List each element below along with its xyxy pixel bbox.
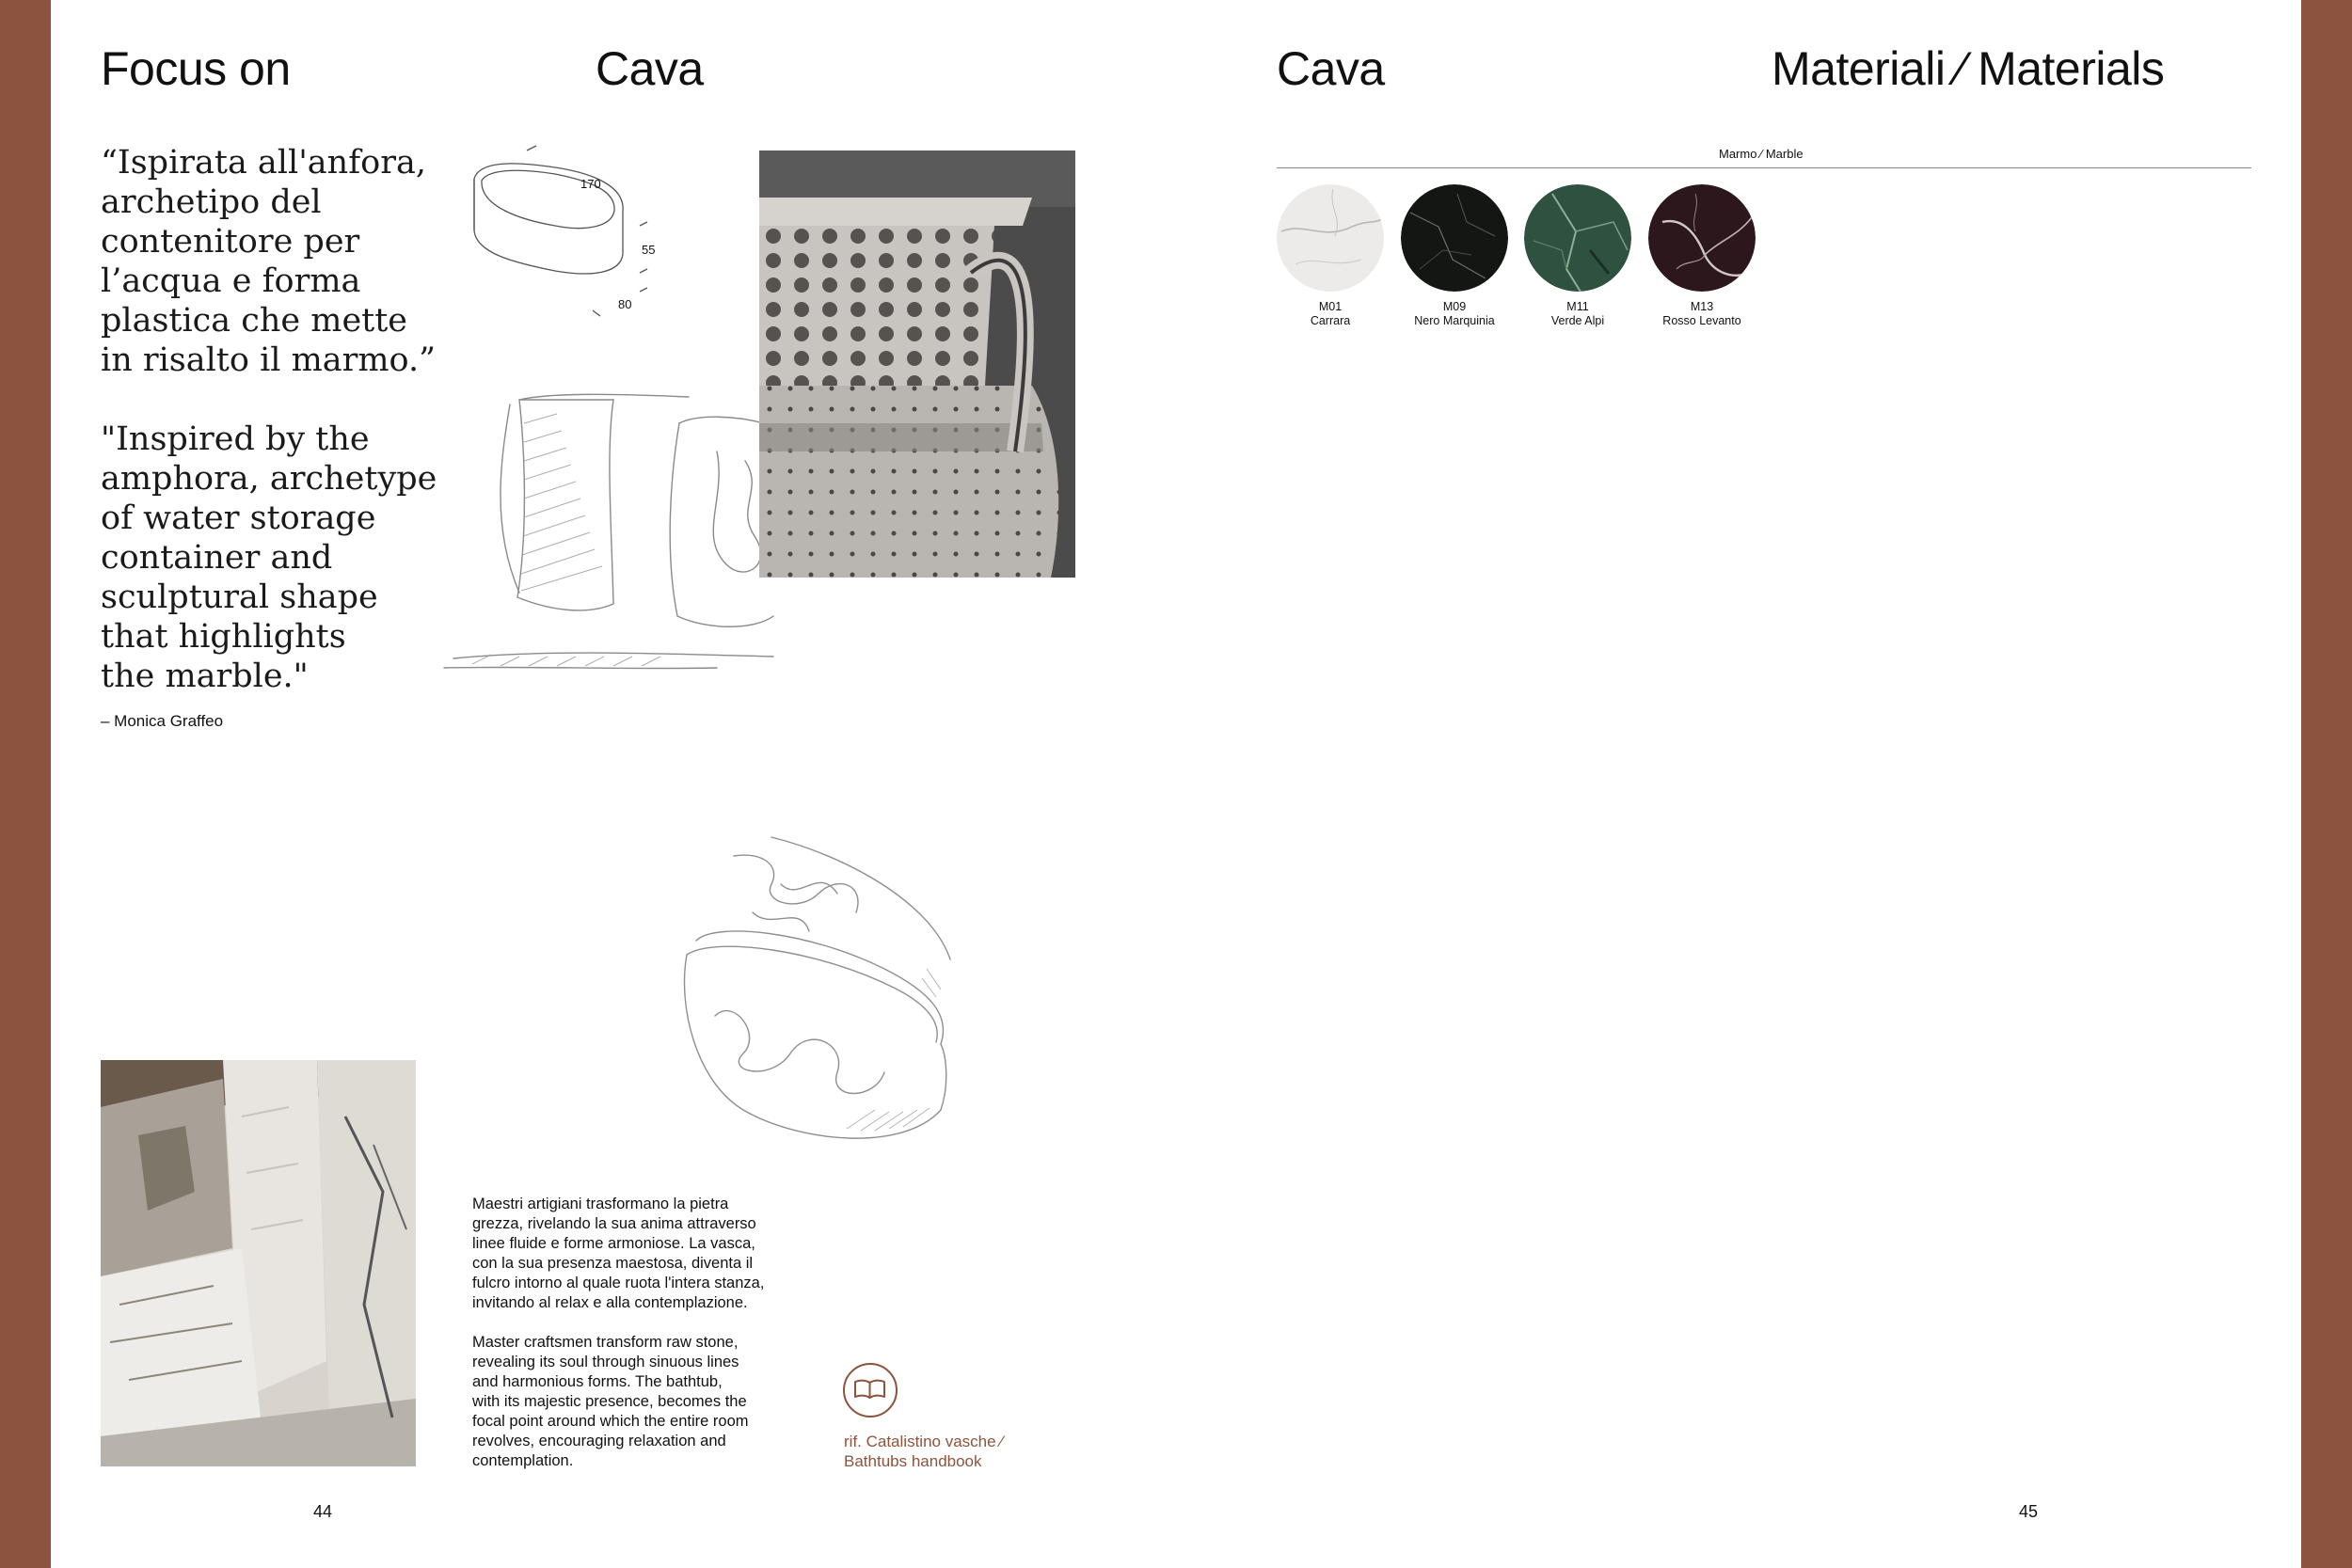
heading-cava-right: Cava xyxy=(1277,42,1385,95)
amphora-photo xyxy=(759,150,1075,578)
right-page-border xyxy=(2301,0,2352,1568)
materials-divider xyxy=(1277,167,2251,168)
marble-disc-carrara xyxy=(1277,184,1384,292)
dimension-width: 80 xyxy=(618,297,632,311)
swatch-code: M09 xyxy=(1442,300,1467,313)
page-number-right: 45 xyxy=(2019,1502,2039,1521)
heading-cava-left: Cava xyxy=(596,42,704,95)
swatch-m11-verde-alpi[interactable] xyxy=(1524,184,1631,328)
marble-quarry-photo xyxy=(101,1060,416,1466)
dimension-height: 55 xyxy=(642,243,656,257)
dimension-length: 170 xyxy=(580,177,601,191)
swatch-code: M13 xyxy=(1690,300,1714,313)
swatch-name: Rosso Levanto xyxy=(1662,314,1741,327)
swatch-m09-nero-marquinia[interactable] xyxy=(1401,184,1508,328)
body-text-italian: Maestri artigiani trasformano la pietra grezza, rivelando la sua anima attraverso linee fluide e forme armoniose. La vasca, con la sua presenza maestosa, diventa il fulcro intorno al quale ruota l'intera stanza, invitando al relax e alla contemplazione. xyxy=(472,1196,765,1311)
marble-disc-rosso-levanto xyxy=(1648,184,1756,292)
catalogue-reference-link[interactable]: rif. Catalistino vasche ⁄ Bathtubs handbook xyxy=(844,1433,1004,1470)
heading-materials: Materiali ⁄ Materials xyxy=(1772,42,2165,95)
body-text-english: Master craftsmen transform raw stone, revealing its soul through sinuous lines and harmonious forms. The bathtub, with its majestic presence, becomes the focal point around which the entire room revolves, encouraging relaxation and contemplation. xyxy=(472,1334,749,1469)
marble-disc-verde-alpi xyxy=(1524,184,1631,292)
swatch-name: Nero Marquinia xyxy=(1414,314,1495,327)
page-number-left: 44 xyxy=(313,1502,333,1521)
bathtub-dimension-drawing xyxy=(461,141,677,329)
swatch-name: Verde Alpi xyxy=(1550,314,1605,327)
swatch-m13-rosso-levanto[interactable] xyxy=(1648,184,1756,328)
marble-disc-nero-marquinia xyxy=(1401,184,1508,292)
swatch-code: M11 xyxy=(1566,300,1589,313)
pencil-sketch-bathtub-detail xyxy=(659,828,1007,1176)
quote-english: "Inspired by the amphora, archetype of water storage container and sculptural shape that highlights the marble." xyxy=(101,420,437,695)
open-book-icon[interactable] xyxy=(843,1363,898,1418)
quote-author: – Monica Graffeo xyxy=(101,712,224,730)
left-page-border xyxy=(0,0,51,1568)
swatch-m01-carrara[interactable] xyxy=(1277,184,1384,328)
materials-category-label: Marmo ⁄ Marble xyxy=(1719,147,1804,161)
swatch-name: Carrara xyxy=(1310,314,1351,327)
quote-italian: “Ispirata all'anfora, archetipo del contenitore per l’acqua e forma plastica che mette in risalto il marmo.” xyxy=(101,144,437,379)
heading-focus-on: Focus on xyxy=(101,42,291,95)
swatch-code: M01 xyxy=(1318,300,1343,313)
